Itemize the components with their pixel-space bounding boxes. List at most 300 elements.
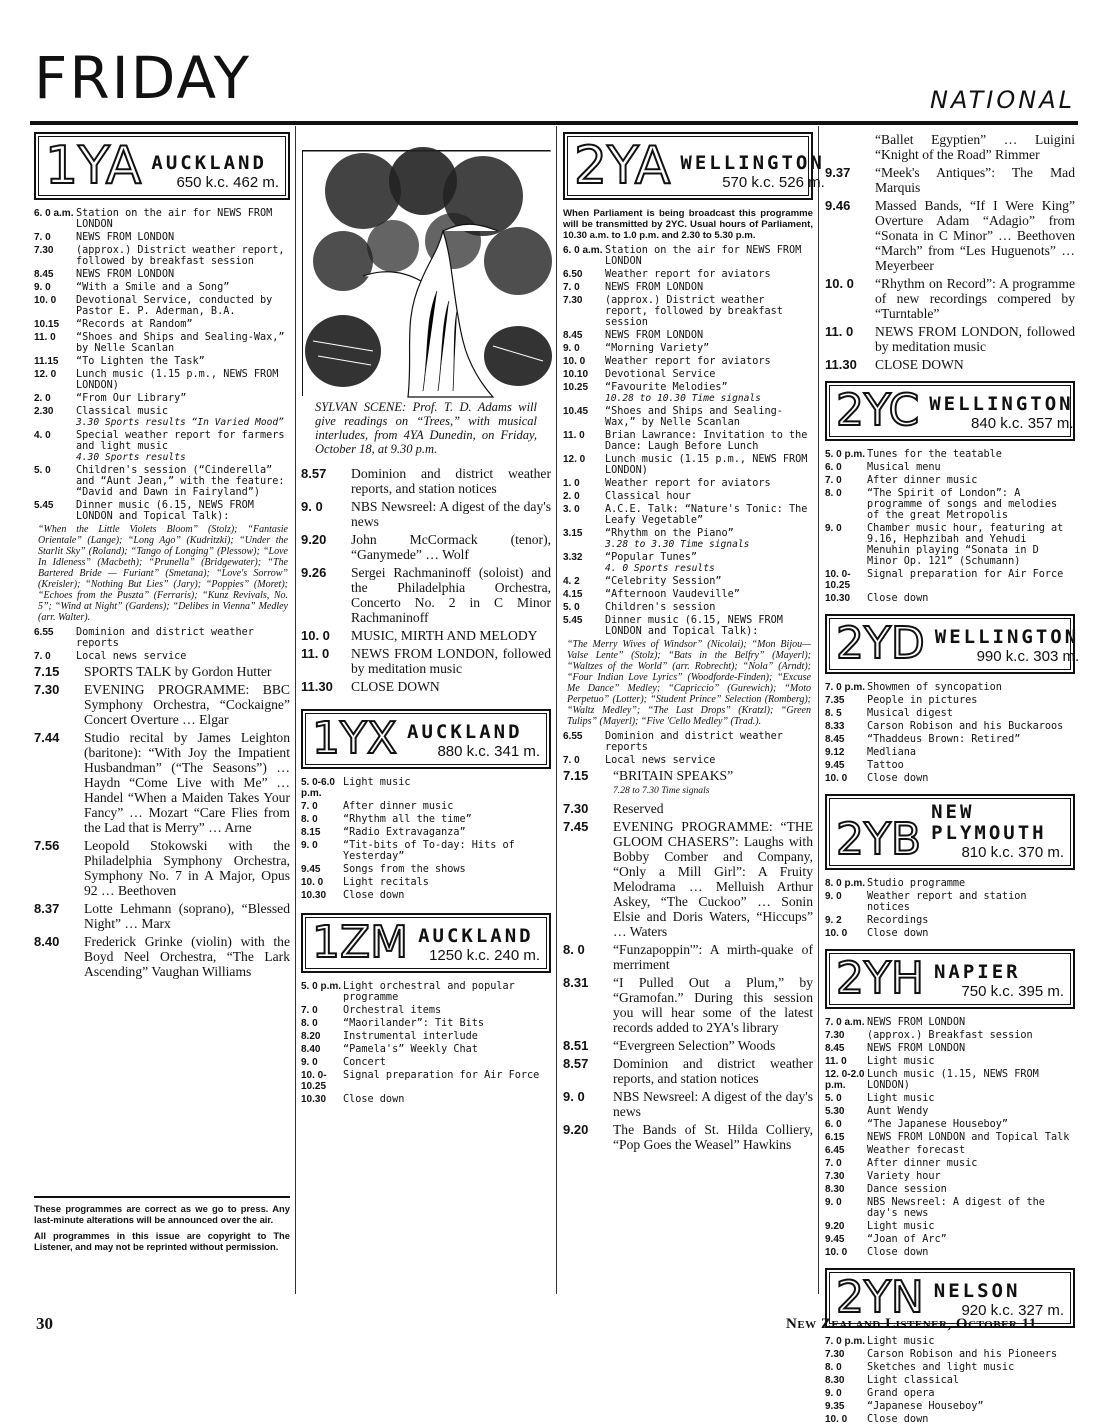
entry-programme [867,475,1075,486]
entry-text: Light music [343,777,411,788]
entry-text: Weather report for aviators [605,478,771,489]
entry-programme [605,731,813,753]
entry-subnote: 3.28 to 3.30 Time signals [605,539,750,550]
schedule-entry [301,981,551,1003]
entry-text: Dinner music (6.15, NEWS FROM LONDON and Topical Talk): [605,615,783,637]
station-callsign: 1YA [45,136,142,196]
entry-text: Variety hour [867,1170,941,1182]
entry-time: 2. 0 [34,393,51,404]
notice-text: These programmes are correct as we go to press. Any last-minute alterations will be announced over the air. [34,1203,290,1225]
entry-text: Dance session [867,1183,947,1195]
station-logo-2yh [825,949,1075,1009]
entry-text: Sergei Rachmaninoff (soloist) and the Philadelphia Orchestra, Concerto No. 2 in C Minor Rachmaninoff [351,565,551,625]
entry-time: 10. 0 [825,276,854,291]
schedule-entry [301,801,551,812]
entry-programme [343,777,551,799]
entry-text: Close down [867,927,929,939]
schedule-entry [563,430,813,452]
schedule-entry [563,768,813,798]
entry-time: 9. 0 [825,523,842,534]
entry-text: “With a Smile and a Song” [76,282,230,293]
entry-time: 9. 2 [825,914,842,926]
schedule-entry [825,1349,1075,1360]
entry-text: Leopold Stokowski with the Philadelphia Symphony Orchestra, Symphony No. 7 in A Major, Opus 92 … Beethoven [84,838,290,898]
schedule-list [563,731,813,766]
entry-time: 10.10 [563,369,589,380]
entry-text: “Pamela's” Weekly Chat [343,1044,478,1055]
entry-text: Signal preparation for Air Force [343,1070,540,1081]
entry-text: Special weather report for farmers and light music [76,430,285,452]
entry-time: 11. 0 [34,332,56,343]
entry-text: Medliana [867,747,917,758]
entry-text: Dominion and district weather reports [605,731,783,753]
entry-text: “Records at Random” [76,319,193,330]
entry-programme [605,504,813,526]
entry-programme [867,915,1075,926]
entry-time: 8.20 [301,1031,321,1042]
section-label: NATIONAL [930,86,1075,114]
entry-time: 8. 0 [825,488,842,499]
schedule-entry [563,295,813,328]
entry-text: Dinner music (6.15, NEWS FROM LONDON and Topical Talk): [76,500,254,522]
entry-text: Studio recital by James Leighton (baritone): “With Joy the Impatient Husbandman” (“The Seasons”) … Haydn “Come Live with Me” … Handel “When a Maiden Takes Your Fancy” … Mozart “Care Flies from the Lad that is Merry” … Arne [84,730,290,835]
entry-text: Close down [867,773,929,784]
station-callsign: 2YH [836,952,924,1004]
entry-programme [76,245,290,267]
schedule-entry [563,330,813,341]
entry-text: People in pictures [867,695,978,706]
schedule-entry [825,276,1075,321]
entry-time: 7. 0 p.m. [825,682,866,693]
entry-text: Light music [867,1335,935,1347]
schedule-entry [563,1038,813,1053]
schedule-list [34,208,290,522]
entry-programme [867,773,1075,784]
column-divider [818,126,819,1294]
entry-time: 6. 0 [825,1118,842,1130]
schedule-entry [825,1375,1075,1386]
notice-text: All programmes in this issue are copyright to The Listener, and may not be reprinted without permission. [34,1230,290,1252]
entry-time: 10. 0 [301,628,330,643]
entry-time: 7. 0 a.m. [825,1016,865,1028]
schedule-list [563,245,813,637]
entry-text: Dominion and district weather reports [76,627,254,649]
schedule-entry [825,760,1075,771]
entry-time: 10.30 [301,1094,327,1105]
entry-time: 8.40 [301,1044,321,1055]
schedule-entry [301,565,551,625]
entry-programme [867,1158,1075,1169]
entry-programme [76,295,290,317]
entry-text: NEWS FROM LONDON [605,282,704,293]
schedule-entry [825,1132,1075,1143]
entry-time: 8.57 [563,1056,589,1071]
entry-time: 11.15 [34,356,59,367]
entry-text: The Bands of St. Hilda Colliery, “Pop Goes the Weasel” Hawkins [613,1122,813,1152]
entry-time: 8. 0 [563,942,585,957]
entry-text: (approx.) District weather report, followed by breakfast session [605,295,783,328]
entry-text: Orchestral items [343,1005,442,1016]
entry-text: Weather report and station notices [867,890,1027,913]
entry-time: 8.31 [563,975,589,990]
schedule-entry [563,819,813,939]
entry-programme [867,462,1075,473]
station-city: NEW PLYMOUTH [931,801,1047,844]
entry-time: 9.12 [825,747,845,758]
entry-text: Weather report for aviators [605,269,771,280]
schedule-entry [34,295,290,317]
entry-programme [613,1122,813,1152]
entry-programme [867,1145,1075,1156]
entry-programme [343,1018,551,1029]
schedule-entry [34,682,290,727]
entry-text: Children's session [605,602,716,613]
entry-text: “From Our Library” [76,393,187,404]
entry-programme [605,615,813,637]
entry-programme [605,369,813,380]
entry-time: 4. 0 [34,430,51,441]
entry-text: Grand opera [867,1387,935,1399]
entry-programme [605,245,813,267]
schedule-entry [825,523,1075,567]
entry-text: Local news service [605,755,716,766]
schedule-entry [825,1056,1075,1067]
schedule-entry [825,165,1075,195]
entry-programme [351,532,551,562]
entry-text: Close down [867,1413,929,1425]
entry-text: Signal preparation for Air Force [867,569,1064,580]
entry-text: “Japanese Houseboy” [867,1400,984,1412]
schedule-entry [563,478,813,489]
entry-time: 7.15 [563,768,589,783]
entry-time: 8.45 [825,1042,845,1054]
schedule-entry [825,695,1075,706]
entry-programme [867,523,1075,567]
entry-time: 11. 0 [563,430,585,441]
entry-time: 7.45 [563,819,589,834]
entry-programme [84,730,290,835]
entry-time: 8.15 [301,827,321,838]
entry-programme [343,827,551,838]
entry-time: 10.30 [301,890,327,901]
schedule-entry [825,1043,1075,1054]
entry-text: Concert [343,1057,386,1068]
entry-time: 9. 0 [563,343,580,354]
entry-text: EVENING PROGRAMME: “THE GLOOM CHASERS”: Laughs with Bobby Comber and Company, “Only a Mill Girl”: A Fruity Melodrama … Melluish Arthur Askey, “The Cuckoo” … Sonin Elsie and Doris Waters, “Hiccups” … Waters [613,819,813,939]
entry-text: “Shoes and Ships and Sealing-Wax,” by Nelle Scanlan [76,332,285,354]
entry-text: CLOSE DOWN [351,679,440,694]
entry-programme [351,499,551,529]
entry-programme [76,627,290,649]
entry-programme [875,165,1075,195]
schedule-entry [825,1247,1075,1258]
entry-text: Weather forecast [867,1144,966,1156]
entry-programme [76,651,290,662]
schedule-entry [563,406,813,428]
entry-time: 10. 0-10.25 [301,1070,327,1092]
entry-programme [605,406,813,428]
entry-programme [867,1247,1075,1258]
entry-programme [867,878,1075,889]
schedule-entry [563,755,813,766]
station-frequency: 570 k.c. 526 m. [722,174,825,191]
schedule-entry [563,1056,813,1086]
station-callsign: 2YN [836,1271,924,1323]
entry-programme [605,269,813,280]
schedule-entry [34,406,290,428]
station-city: NELSON [933,1279,1021,1302]
schedule-list [301,466,551,694]
station-logo-1ya [34,132,290,200]
schedule-entry [563,801,813,816]
entry-programme [867,682,1075,693]
entry-subnote: 10.28 to 10.30 Time signals [605,393,761,404]
schedule-entry [825,747,1075,758]
header-rule [30,121,1078,125]
entry-time: 10. 0 [34,295,57,306]
station-logo-2ya [563,132,825,200]
station-frequency: 880 k.c. 341 m. [437,743,540,760]
entry-time: 12. 0 [34,369,57,380]
entry-time: 10.15 [34,319,60,330]
schedule-list [825,682,1075,784]
page-day-title: FRIDAY [34,44,252,112]
entry-programme [613,1056,813,1086]
entry-text: Classical hour [605,491,691,502]
entry-text: Musical menu [867,462,941,473]
dinner-music-list: “The Merry Wives of Windsor” (Nicolai); “Mon Bijou—Valse Lente” (Stolz); “Bats in the Belfry” (Mayerl); “Waltzes of the World” (arr. Robrecht); “Nola” (Arndt); “Four Indian Love Lyrics” (Woodforde-Finden); “Excuse Me Dance” Medley; “Capriccio” (Gurewich); “Moto Perpetuo” (Lotter); “Student Prince” Selection (Romberg); “Waltz Medley”; “The Last Drops” (Kratzl); “Green Tulips” (Mayerl); “Five 'Cello Medley” (Trad.). [567,639,811,727]
entry-programme [605,602,813,613]
entry-time: 6.55 [563,731,583,742]
schedule-entry [34,838,290,898]
entry-text: Dominion and district weather reports, and station notices [613,1056,813,1086]
schedule-entry [825,593,1075,604]
entry-programme [351,628,551,643]
entry-text: Classical music [76,406,169,417]
schedule-entry [825,488,1075,521]
schedule-entry [34,282,290,293]
schedule-entry [825,1336,1075,1347]
entry-time: 11.30 [825,357,857,372]
schedule-entry [825,891,1075,913]
entry-text: After dinner music [343,801,454,812]
entry-time: 8. 0 [301,814,318,825]
entry-text: NEWS FROM LONDON [76,269,175,280]
schedule-entry [825,1119,1075,1130]
entry-time: 9.37 [825,165,851,180]
schedule-entry [825,1030,1075,1041]
entry-time: 11. 0 [825,1055,847,1067]
entry-time: 8. 0 [825,1361,842,1373]
entry-text: Studio programme [867,877,966,889]
entry-time: 10. 0 [825,927,848,939]
schedule-entry [301,1094,551,1105]
entry-time: 12. 0 [563,454,586,465]
entry-programme [605,295,813,328]
entry-programme [613,1038,813,1053]
entry-text: NBS Newsreel: A digest of the day's news [613,1089,813,1119]
entry-text: “Morning Variety” [605,343,710,354]
entry-text: Light orchestral and popular programme [343,981,515,1003]
schedule-entry [825,569,1075,591]
entry-text: “To Lighten the Task” [76,356,205,367]
entry-text: “I Pulled Out a Plum,” by “Gramofan.” During this session you will hear some of the latest records added to 2YA's library [613,975,813,1035]
schedule-entry [301,864,551,875]
station-city: AUCKLAND [418,925,534,948]
entry-time: 10. 0 [301,877,324,888]
schedule-entry [825,721,1075,732]
entry-time: 3. 0 [563,504,580,515]
entry-text: “Favourite Melodies” [605,382,728,393]
schedule-entry [563,602,813,613]
schedule-entry [825,1093,1075,1104]
entry-subnote: 4.30 Sports results [76,452,186,463]
entry-text: NEWS FROM LONDON, followed by meditation music [875,324,1075,354]
entry-programme [605,528,813,550]
station-callsign: 2YA [574,136,671,196]
schedule-entry [825,1158,1075,1169]
schedule-entry [563,282,813,293]
dinner-music-list: “When the Little Violets Bloom” (Stolz); “Fantasie Orientale” (Lange); “Long Ago” (Kudritzki); “Under the Starlit Sky” (Roland); “Tango of Longing” (Plessow); “Love In Idleness” (Macbeth); “Prunella” (Bridgewater); “The Bartered Bride — Furiant” (Smetana); “Love's Sorrow” (Kreisler); “Nothing But Lies” (Jary); “Poppies” (Moret); “Echoes from the Puszta” (Ferraris); “Kunz Revivals, No. 5”; “Wind at Night” (Gardens); “Delibes in Vienna” Medley (arr. Walter). [38,524,288,623]
entry-text: Local news service [76,651,187,662]
entry-text: Devotional Service, conducted by Pastor E. P. Aderman, B.A. [76,295,273,317]
entry-programme [867,1017,1075,1028]
entry-text: Light recitals [343,877,429,888]
schedule-list [825,449,1075,604]
schedule-list [825,132,1075,372]
entry-programme [343,814,551,825]
entry-time: 10.25 [563,382,589,393]
entry-programme [613,801,813,816]
station-frequency: 920 k.c. 327 m. [961,1301,1064,1319]
station-city: WELLINGTON [934,626,1080,649]
entry-programme [343,840,551,862]
entry-time: 5. 0-6.0 p.m. [301,777,335,799]
entry-time: 10. 0 [825,1246,848,1258]
schedule-entry [34,393,290,404]
entry-programme [76,430,290,463]
column-divider [556,126,557,1294]
entry-text: Carson Robison and his Buckaroos [867,721,1064,732]
entry-programme [84,901,290,931]
entry-time: 10. 0 [563,356,586,367]
entry-time: 6.15 [825,1131,845,1143]
entry-time: 7.56 [34,838,60,853]
schedule-entry [563,552,813,574]
schedule-entry [301,777,551,799]
entry-programme [76,208,290,230]
column-3 [563,132,825,1155]
schedule-entry [301,628,551,643]
entry-time: 7.30 [825,1348,845,1360]
entry-programme [867,695,1075,706]
entry-programme [343,1057,551,1068]
schedule-list [301,981,551,1105]
entry-programme [84,682,290,727]
entry-programme [84,838,290,898]
schedule-entry [34,269,290,280]
entry-programme [875,324,1075,354]
entry-programme [76,369,290,391]
entry-text: “Shoes and Ships and Sealing-Wax,” by Nelle Scanlan [605,406,783,428]
schedule-entry [825,475,1075,486]
entry-time: 7. 0 [825,475,842,486]
entry-programme [605,454,813,476]
entry-time: 5. 0 [825,1092,842,1104]
schedule-entry [301,877,551,888]
entry-programme [605,491,813,502]
entry-programme [613,942,813,972]
entry-time: 6.50 [563,269,583,280]
schedule-entry [301,1044,551,1055]
schedule-entry [563,528,813,550]
schedule-entry [825,682,1075,693]
schedule-list [34,627,290,662]
entry-programme [76,282,290,293]
entry-text: Showmen of syncopation [867,682,1002,693]
schedule-entry [563,576,813,587]
entry-programme [343,890,551,901]
entry-text: “Funzapoppin'”: A mirth-quake of merriment [613,942,813,972]
entry-time: 4. 2 [563,576,580,587]
entry-programme [76,406,290,428]
entry-programme [867,708,1075,719]
entry-time: 12. 0-2.0 p.m. [825,1068,865,1091]
entry-time: 9. 0 [825,1387,842,1399]
entry-programme [867,1106,1075,1117]
entry-text: Lunch music (1.15, NEWS FROM LONDON) [867,1068,1039,1091]
schedule-entry [563,1122,813,1152]
entry-programme [867,1056,1075,1067]
entry-programme [605,343,813,354]
entry-text: NEWS FROM LONDON and Topical Talk [867,1131,1070,1143]
entry-programme [867,747,1075,758]
entry-time: 6. 0 a.m. [34,208,74,219]
entry-time: 6.45 [825,1144,845,1156]
entry-text: Lunch music (1.15 p.m., NEWS FROM LONDON) [76,369,279,391]
entry-programme [875,198,1075,273]
entry-text: “Rhythm on Record”: A programme of new recordings compered by “Turntable” [875,276,1075,321]
entry-time: 8.45 [563,330,583,341]
schedule-entry [301,499,551,529]
entry-time: 7.30 [563,295,583,306]
schedule-entry [825,1234,1075,1245]
entry-programme [343,864,551,875]
entry-text: NEWS FROM LONDON [76,232,175,243]
entry-text: Recordings [867,914,929,926]
entry-programme [351,646,551,676]
station-callsign: 2YD [836,618,925,669]
entry-time: 7.35 [825,695,845,706]
entry-time: 5. 0 [34,465,51,476]
entry-programme [351,466,551,496]
entry-text: Reserved [613,801,664,816]
entry-programme [867,1119,1075,1130]
station-logo-2yb [825,794,1075,870]
entry-text: Carson Robison and his Pioneers [867,1348,1058,1360]
entry-programme [343,877,551,888]
entry-time: 10.30 [825,593,851,604]
station-callsign: 1ZM [312,917,409,968]
entry-programme [605,552,813,574]
schedule-entry [301,1031,551,1042]
entry-text: (approx.) Breakfast session [867,1029,1033,1041]
entry-text: “BRITAIN SPEAKS” [613,768,734,783]
entry-time: 11. 0 [301,646,330,661]
entry-programme [613,819,813,939]
schedule-entry [563,731,813,753]
entry-time: 6.55 [34,627,54,638]
